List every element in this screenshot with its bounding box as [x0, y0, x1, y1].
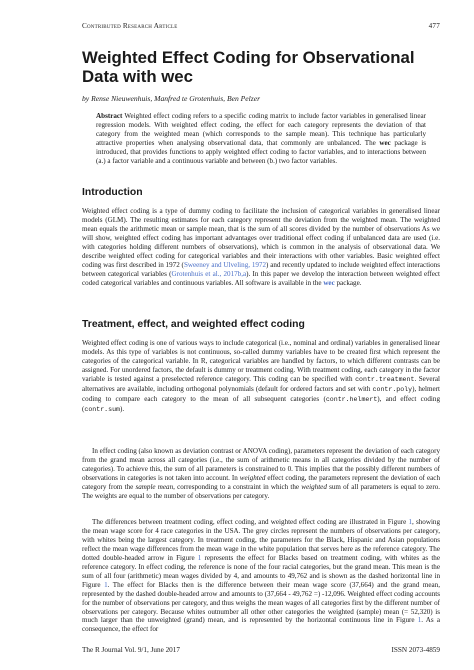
- page-number: 477: [428, 22, 440, 30]
- article-title: Weighted Effect Coding for Observational Data with wec: [82, 48, 415, 86]
- paper-page: [82, 0, 440, 670]
- section-heading-treatment: Treatment, effect, and weighted effect coding: [82, 319, 305, 330]
- issn: ISSN 2073-4859: [391, 646, 440, 654]
- package-name: wec: [379, 138, 391, 147]
- journal-issue: The R Journal Vol. 9/1, June 2017: [82, 646, 180, 654]
- package-link[interactable]: wec: [323, 278, 335, 287]
- treatment-paragraph-3: The differences between treatment coding, effect coding, and weighted effect coding are illustrated in Figure 1, showing the mean wage score for 4 race categories in the USA. The grey circles represent the numbers of observations per category, with whites being the largest category. In treatment coding, the parameters for the Black, Hispanic and Asian populations reflect the mean wage differences from the mean wage in the white population that serves here as the reference category. The dotted double-headed arrow in Figure 1 represents the effect for Blacks based on treatment coding, with whites as the reference category. In effect coding, the reference is none of the four racial categories, but the grand mean. This mean is the sum of all four (arithmetic) mean wages divided by 4, and amounts to 49,762 and is shown as the dashed horizontal line in Figure 1. The effect for Blacks then is the difference between their mean wage score (37,664) and the grand mean, represented by the dashed double-headed arrow and amounts to (37,664 - 49,762 =) -12,096. Weighted effect coding accounts for the number of observations per category, and thus weighs the mean wages of all categories first by the different number of observations per category. Because whites outnumber all other other categories the weighted (sample) mean (= 52,320) is much larger than the unweighted (grand) mean, and is represented by the horizontal continuous line in Figure 1. As a consequence, the effect for: [82, 518, 441, 634]
- abstract: Abstract Weighted effect coding refers to a specific coding matrix to include factor variables in generalised linear regression models. With weighted effect coding, the effect for each category represents the deviation of that category from the weighted mean (which corresponds to the sample mean). This technique has particularly attractive properties when analysing observational data, that commonly are unbalanced. The wec package is introduced, that provides functions to apply weighted effect coding to factor variables, and to interactions between (a.) a factor variable and a continuous variable and between (b.) two factor variables.: [96, 112, 426, 165]
- code-contr-sum: contr.sum: [84, 405, 120, 413]
- section-heading-introduction: Introduction: [82, 187, 143, 198]
- code-contr-treatment: contr.treatment: [355, 375, 415, 383]
- intro-paragraph: Weighted effect coding is a type of dummy coding to facilitate the inclusion of categorical variables in generalised linear models (GLM). The resulting estimates for each category represent the deviation from the weighted mean. The weighted mean equals the arithmetic mean or sample mean, that is the sum of all scores divided by the number of observations As we will show, weighted effect coding has important advantages over traditional effect coding if unbalanced data are used (i.e. with categories holding different numbers of observations), which is common in the analysis of observational data. We describe weighted effect coding for categorical variables and their interactions with other variables. Basic weighted effect coding was first described in 1972 (Sweeney and Ulveling, 1972) and recently updated to include weighted effect interactions between categorical variables (Grotenhuis et al., 2017b,a). In this paper we develop the interaction between weighted effect coded categorical variables and continuous variables. All software is available in the wec package.: [82, 207, 441, 287]
- code-contr-helmert: contr.helmert: [325, 395, 378, 403]
- figure-ref-link[interactable]: 1: [197, 553, 202, 562]
- figure-ref-link[interactable]: 1: [408, 518, 412, 526]
- running-head: [82, 22, 440, 30]
- figure-ref-link[interactable]: 1: [417, 616, 422, 625]
- treatment-paragraph-1: Weighted effect coding is one of various ways to include categorical (i.e., nominal and ordinal) variables in generalised linear models. As this type of variables is not continuous, so-called dummy variables have to be created first which represent the categories of the categorical variable. In R, categorical variables are handled by factors, to which different contrasts can be assigned. For unordered factors, the default is dummy or treatment coding. With treatment coding, each category in the factor variable is tested against a preselected reference category. This coding can be specified with contr.treatment. Several alternatives are available, including orthogonal polynomials (default for ordered factors and set with contr.poly), helmert coding to compare each category to the mean of all subsequent categories (contr.helmert), and effect coding (contr.sum).: [82, 339, 441, 413]
- journal-section-label: Contributed Research Article: [82, 22, 178, 30]
- code-contr-poly: contr.poly: [372, 385, 413, 393]
- page-footer: [82, 646, 440, 654]
- figure-ref-link[interactable]: 1: [104, 580, 108, 589]
- article-authors: by Rense Nieuwenhuis, Manfred te Grotenhuis, Ben Pelzer: [82, 94, 261, 103]
- citation-link[interactable]: Sweeney and Ulveling, 1972: [183, 260, 267, 269]
- abstract-label: Abstract: [96, 112, 123, 120]
- citation-link[interactable]: Grotenhuis et al., 2017b,a: [171, 269, 247, 278]
- treatment-paragraph-2: In effect coding (also known as deviation contrast or ANOVA coding), parameters represent the deviation of each category from the grand mean across all categories (i.e., the sum of arithmetic means in all categories divided by the number of categories). To achieve this, the sum of all parameters is constrained to 0. This implies that the possibly different numbers of observations in categories is not taken into account. In weighted effect coding, the parameters represent the deviation of each category from the sample mean, corresponding to a constraint in which the weighted sum of all parameters is equal to zero. The weights are equal to the number of observations per category.: [82, 447, 441, 500]
